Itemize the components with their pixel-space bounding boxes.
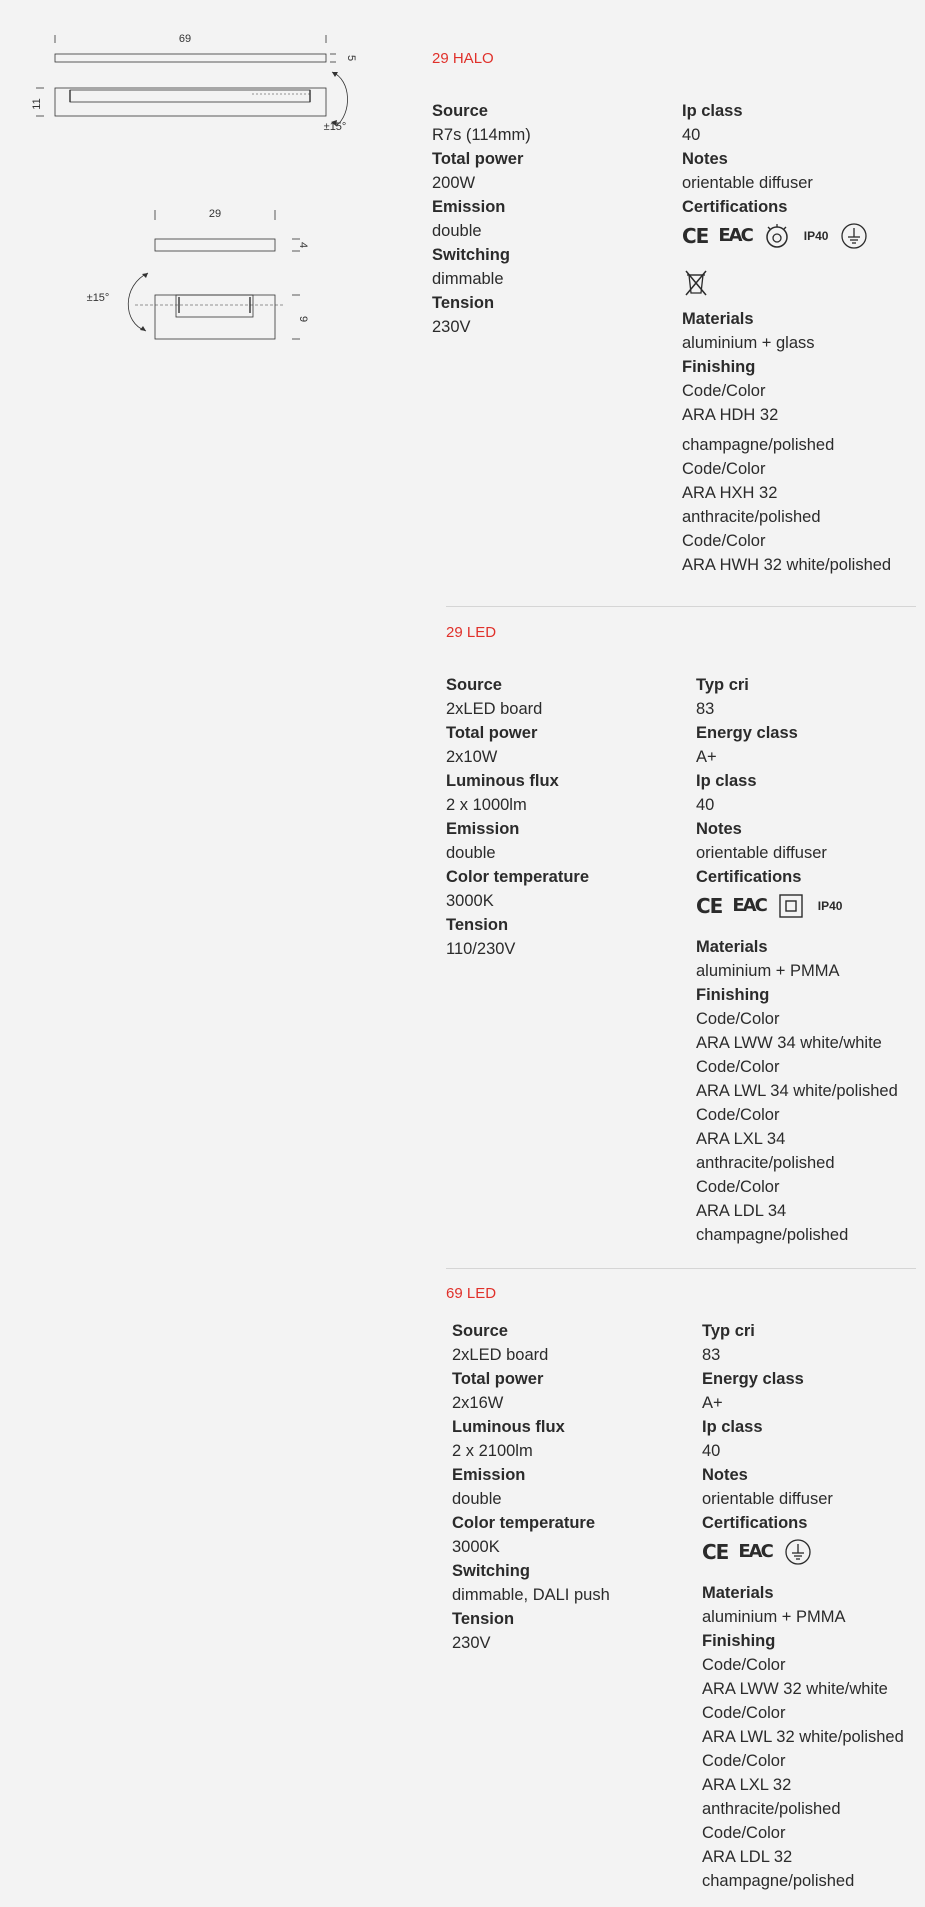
drawing-bottom [80,205,320,345]
eac-mark-icon: EAC [718,225,752,246]
section-1-left-specs [446,673,676,961]
certifications-row [696,891,921,921]
certifications-label: Certifications [702,1514,808,1532]
materials-value: aluminium + PMMA [696,962,840,980]
finishing-item: ARA LXL 34 [696,1130,786,1148]
finishing-item: Code/Color [702,1824,786,1842]
spec-label: Tension [446,916,509,934]
dim-width-label-2: 29 [208,208,222,220]
certifications-label: Certifications [682,198,788,216]
spec-value: 40 [682,126,701,144]
ip40-mark-icon: IP40 [803,229,829,243]
ip40-mark-icon: IP40 [817,899,843,913]
finishing-item: Code/Color [696,1106,780,1124]
led-module-icon [762,222,792,250]
finishing-item: ARA LWW 34 white/white [696,1034,882,1052]
finishing-item: ARA LXL 32 [702,1776,792,1794]
spec-label: Emission [446,820,520,838]
finishing-item: Code/Color [696,1058,780,1076]
spec-value: orientable diffuser [702,1490,833,1508]
dim-rotation-label: ±15° [323,121,347,133]
finishing-item: anthracite/polished [696,1154,835,1172]
drawing-bottom-svg [80,205,320,345]
finishing-item: Code/Color [702,1656,786,1674]
spec-label: Typ cri [696,676,749,694]
finishing-item: Code/Color [696,1178,780,1196]
spec-label: Source [446,676,502,694]
spec-value: dimmable [432,270,504,288]
spec-value: 230V [432,318,471,336]
section-1-right-specs [696,673,921,1247]
finishing-item: ARA LWW 32 white/white [702,1680,888,1698]
dim-thickness-label: 5 [345,54,357,62]
spec-value: 40 [696,796,715,814]
finishing-item: Code/Color [702,1704,786,1722]
spec-value: A+ [702,1394,723,1412]
spec-value: 230V [452,1634,491,1652]
spec-label: Ip class [682,102,743,120]
spec-label: Luminous flux [446,772,559,790]
dim-width-label: 69 [178,33,192,45]
spec-value: 2x16W [452,1394,504,1412]
dim-height-label-2: 9 [297,315,309,323]
spec-label: Switching [452,1562,530,1580]
spec-label: Luminous flux [452,1418,565,1436]
spec-value: 2 x 2100lm [452,1442,533,1460]
spec-label: Notes [702,1466,748,1484]
finishing-item: ARA HWH 32 white/polished [682,556,892,574]
finishing-item: anthracite/polished [682,508,821,526]
ce-mark-icon: CE [702,1540,729,1564]
materials-value: aluminium + glass [682,334,815,352]
finishing-label: Finishing [696,986,770,1004]
finishing-item: ARA HXH 32 [682,484,778,502]
spec-value: 2xLED board [452,1346,549,1364]
spec-label: Notes [682,150,728,168]
spec-label: Tension [432,294,495,312]
spec-value: double [432,222,482,240]
section-divider [446,606,916,607]
section-title-29-led: 29 LED [446,624,497,641]
materials-value: aluminium + PMMA [702,1608,846,1626]
materials-label: Materials [696,938,768,956]
finishing-label: Finishing [702,1632,776,1650]
spec-label: Tension [452,1610,515,1628]
finishing-item: Code/Color [682,460,766,478]
section-0-right-specs [682,99,912,577]
finishing-item: Code/Color [696,1010,780,1028]
spec-value: double [446,844,496,862]
class-ii-icon [778,893,804,919]
spec-label: Notes [696,820,742,838]
finishing-item: ARA LWL 34 white/polished [696,1082,898,1100]
finishing-item: ARA LDL 34 [696,1202,787,1220]
finishing-item: champagne/polished [682,436,835,454]
spec-value: R7s (114mm) [432,126,531,144]
finishing-label: Finishing [682,358,756,376]
spec-value: orientable diffuser [682,174,813,192]
spec-value: 110/230V [446,940,516,958]
eac-mark-icon: EAC [732,895,766,916]
drawing-top [30,28,360,138]
spec-label: Total power [446,724,538,742]
spec-label: Energy class [702,1370,804,1388]
materials-label: Materials [682,310,754,328]
finishing-item: Code/Color [682,382,766,400]
certifications-label: Certifications [696,868,802,886]
finishing-item: champagne/polished [696,1226,849,1244]
dim-height-label: 11 [31,98,43,110]
spec-label: Color temperature [452,1514,596,1532]
certifications-row [702,1537,922,1567]
finishing-item: ARA LDL 32 [702,1848,793,1866]
spec-label: Color temperature [446,868,590,886]
finishing-item: Code/Color [682,532,766,550]
spec-value: 200W [432,174,476,192]
spec-label: Source [432,102,488,120]
ce-mark-icon: CE [682,224,709,248]
spec-label: Total power [432,150,524,168]
spec-label: Energy class [696,724,798,742]
spec-value: 3000K [446,892,494,910]
spec-label: Source [452,1322,508,1340]
eac-mark-icon: EAC [738,1541,772,1562]
spec-label: Ip class [702,1418,763,1436]
dim-thickness-label-2: 4 [297,241,309,249]
spec-value: 2 x 1000lm [446,796,527,814]
section-2-left-specs [452,1319,682,1655]
drawing-top-svg [30,28,360,138]
dim-rotation-label-2: ±15° [86,292,110,304]
finishing-item: ARA LWL 32 white/polished [702,1728,904,1746]
spec-label: Emission [432,198,506,216]
ground-icon [840,222,868,250]
finishing-item: Code/Color [702,1752,786,1770]
section-title-29-halo: 29 HALO [432,50,494,67]
spec-value: 83 [696,700,715,718]
spec-value: dimmable, DALI push [452,1586,610,1604]
certifications-row [682,221,912,251]
spec-value: orientable diffuser [696,844,827,862]
section-title-69-led: 69 LED [446,1285,497,1302]
finishing-item: ARA HDH 32 [682,406,779,424]
spec-value: double [452,1490,502,1508]
section-0-left-specs [432,99,662,339]
spec-label: Switching [432,246,510,264]
section-divider [446,1268,916,1269]
ce-mark-icon: CE [696,894,723,918]
spec-value: 3000K [452,1538,500,1556]
spec-value: A+ [696,748,717,766]
spec-value: 2x10W [446,748,498,766]
spec-value: 2xLED board [446,700,543,718]
certifications-row-2 [682,267,912,297]
spec-label: Ip class [696,772,757,790]
no-bin-icon [682,267,710,297]
finishing-item: champagne/polished [702,1872,855,1890]
spec-label: Total power [452,1370,544,1388]
spec-label: Typ cri [702,1322,755,1340]
ground-icon [784,1538,812,1566]
materials-label: Materials [702,1584,774,1602]
section-2-right-specs [702,1319,922,1893]
spec-value: 83 [702,1346,721,1364]
spec-label: Emission [452,1466,526,1484]
finishing-item: anthracite/polished [702,1800,841,1818]
spec-value: 40 [702,1442,721,1460]
